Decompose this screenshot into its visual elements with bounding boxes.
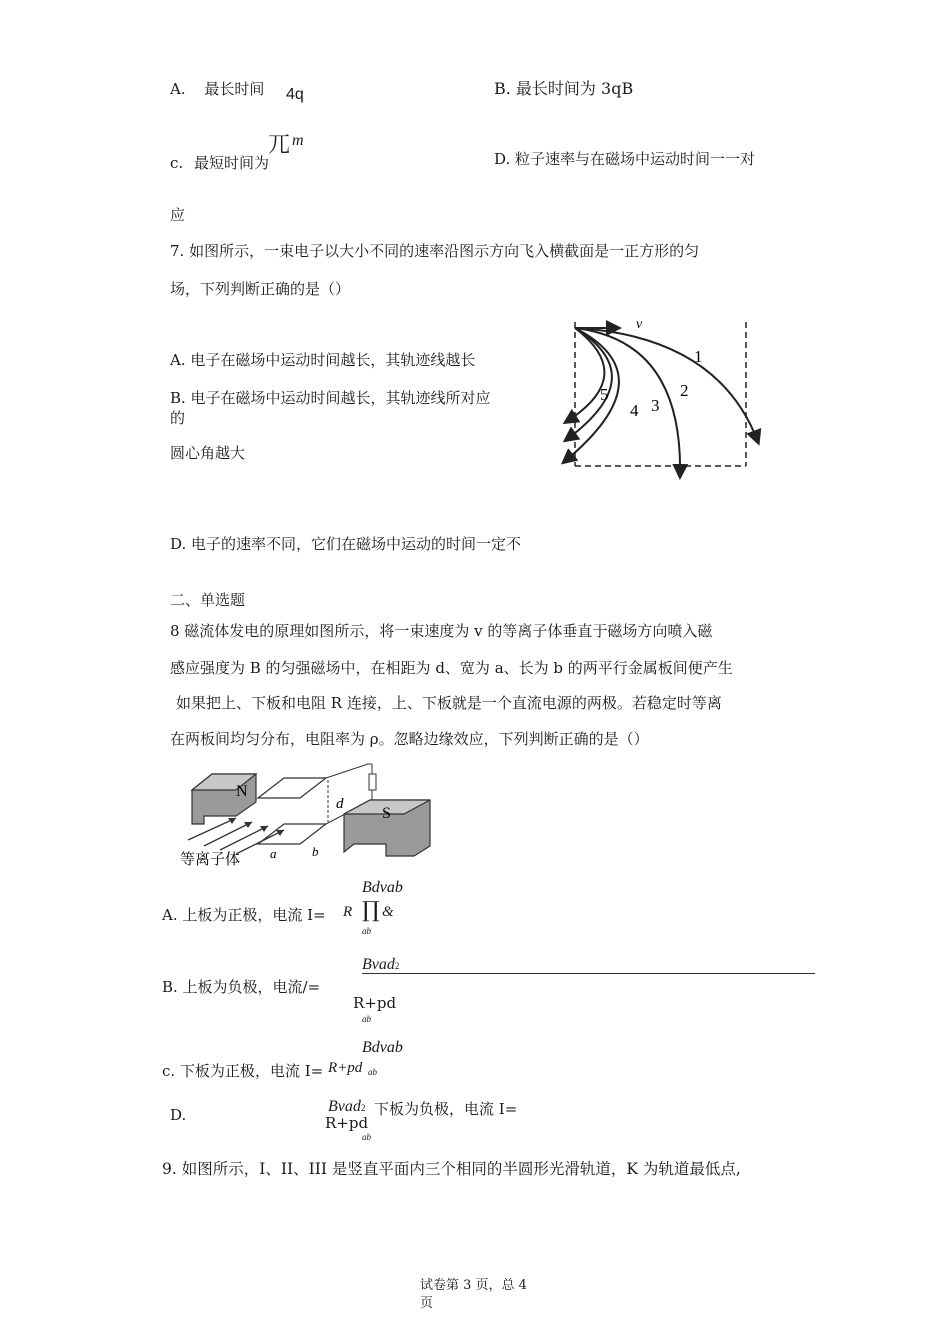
q8-option-b-numerator-main: Bvad bbox=[362, 956, 395, 973]
q8-option-b-text: B. 上板为负极，电流/= bbox=[162, 978, 321, 996]
a-label: a bbox=[270, 846, 277, 861]
q6-option-a-label: A. bbox=[170, 80, 186, 98]
q7-option-b-line3: 圆心角越大 bbox=[170, 444, 246, 462]
d-label: d bbox=[336, 796, 344, 812]
q6-option-a-pi: 兀 bbox=[268, 133, 291, 158]
q6-option-c-text: 最短时间为 bbox=[193, 154, 269, 172]
q7-stem-line2: 场，下列判断正确的是（） bbox=[170, 280, 351, 298]
q8-option-d-text: 下板为负极，电流 I= bbox=[374, 1100, 518, 1118]
q8-option-b-denominator: R+pd bbox=[353, 994, 397, 1012]
q8-option-b-numerator bbox=[362, 956, 399, 974]
q8-option-c-numerator: Bdvab bbox=[362, 1039, 403, 1056]
q8-option-c-den-sub: ab bbox=[368, 1067, 377, 1077]
q6-option-a-fraction-top: 4q bbox=[286, 86, 304, 103]
page-footer-line2: 页 bbox=[420, 1296, 434, 1311]
track-label-1: 1 bbox=[694, 347, 703, 366]
s-label: S bbox=[382, 805, 391, 822]
n-label: N bbox=[236, 783, 248, 800]
track-label-3: 3 bbox=[651, 396, 660, 415]
q6-option-a bbox=[170, 78, 280, 98]
q7-stem-line1: 7. 如图所示，一束电子以大小不同的速率沿图示方向飞入横截面是一正方形的匀 bbox=[170, 242, 700, 260]
electron-track-3 bbox=[564, 328, 619, 462]
plasma-label: 等离子体 bbox=[180, 852, 241, 868]
lower-plate bbox=[258, 824, 326, 844]
resistor bbox=[369, 774, 376, 790]
q8-option-d-label: D. bbox=[170, 1106, 187, 1124]
q6-option-d: D. 粒子速率与在磁场中运动时间一一对 bbox=[494, 150, 756, 168]
q8-option-a-den-r: R bbox=[343, 904, 353, 920]
q8-option-b-numerator-sub: 2 bbox=[394, 961, 400, 971]
q6-option-c-label: c. bbox=[170, 154, 184, 172]
q7-magnetic-field-figure bbox=[558, 316, 768, 482]
q8-option-a-den-sym: ∏ bbox=[362, 898, 380, 923]
wire-top bbox=[326, 764, 372, 778]
page-footer-line1: 试卷第 3 页，总 4 bbox=[420, 1278, 527, 1293]
q7-option-d: D. 电子的速率不同，它们在磁场中运动的时间一定不 bbox=[170, 535, 522, 553]
electron-track-4 bbox=[566, 328, 612, 440]
q8-line1: 8 磁流体发电的原理如图所示，将一束速度为 v 的等离子体垂直于磁场方向喷入磁 bbox=[170, 622, 713, 640]
q8-line2: 感应强度为 B 的匀强磁场中，在相距为 d、宽为 a、长为 b 的两平行金属板间便产生 bbox=[170, 659, 733, 677]
upper-plate bbox=[258, 778, 326, 798]
q8-option-d-denominator: R+pd bbox=[325, 1114, 369, 1132]
q8-line4: 在两板间均匀分布，电阻率为 ρ。忽略边缘效应，下列判断正确的是（） bbox=[170, 730, 649, 748]
q8-option-b-den-sub: ab bbox=[362, 1014, 371, 1024]
q6-option-b: B. 最长时间为 3qB bbox=[494, 79, 634, 98]
q7-option-b-line1: B. 电子在磁场中运动时间越长，其轨迹线所对应 bbox=[170, 389, 491, 407]
velocity-label: v bbox=[636, 317, 643, 332]
b-label: b bbox=[312, 844, 319, 859]
q8-option-c-text: c. 下板为正极，电流 I= bbox=[162, 1062, 324, 1080]
q8-mhd-generator-figure bbox=[174, 760, 436, 870]
track-label-5: 5 bbox=[600, 385, 609, 404]
track-label-4: 4 bbox=[630, 401, 639, 420]
track-label-2: 2 bbox=[680, 381, 689, 400]
q8-option-a-numerator: Bdvab bbox=[362, 879, 403, 896]
plasma-arrow-3 bbox=[220, 826, 268, 850]
q6-option-d-continued: 应 bbox=[170, 206, 186, 224]
q8-option-c-denominator: R+pd bbox=[328, 1060, 363, 1076]
q8-option-a-text: A. 上板为正极，电流 I= bbox=[162, 906, 326, 924]
q8-option-a-den-sub: ab bbox=[362, 926, 371, 936]
q8-option-d-den-sub: ab bbox=[362, 1132, 371, 1142]
q9-line1: 9. 如图所示，I、II、III 是竖直平面内三个相同的半圆形光滑轨道，K 为轨道最低点, bbox=[162, 1160, 741, 1178]
q8-line3: 如果把上、下板和电阻 R 连接，上、下板就是一个直流电源的两极。若稳定时等离 bbox=[176, 694, 722, 712]
section-heading: 二、单选题 bbox=[170, 591, 246, 609]
q7-option-b-line2: 的 bbox=[170, 409, 186, 427]
plasma-arrow-2 bbox=[204, 822, 252, 846]
q8-option-b-fraction-bar bbox=[362, 973, 815, 974]
q8-option-d-numerator-sub: 2 bbox=[360, 1103, 366, 1113]
q6-option-c bbox=[170, 152, 269, 172]
q7-option-a: A. 电子在磁场中运动时间越长，其轨迹线越长 bbox=[170, 351, 476, 369]
q8-option-a-den-end: & bbox=[382, 904, 394, 920]
q6-option-a-text: 最长时间 bbox=[204, 80, 265, 98]
q6-option-a-m: m bbox=[292, 132, 304, 149]
q8-option-d-numerator-main: Bvad bbox=[328, 1098, 361, 1115]
